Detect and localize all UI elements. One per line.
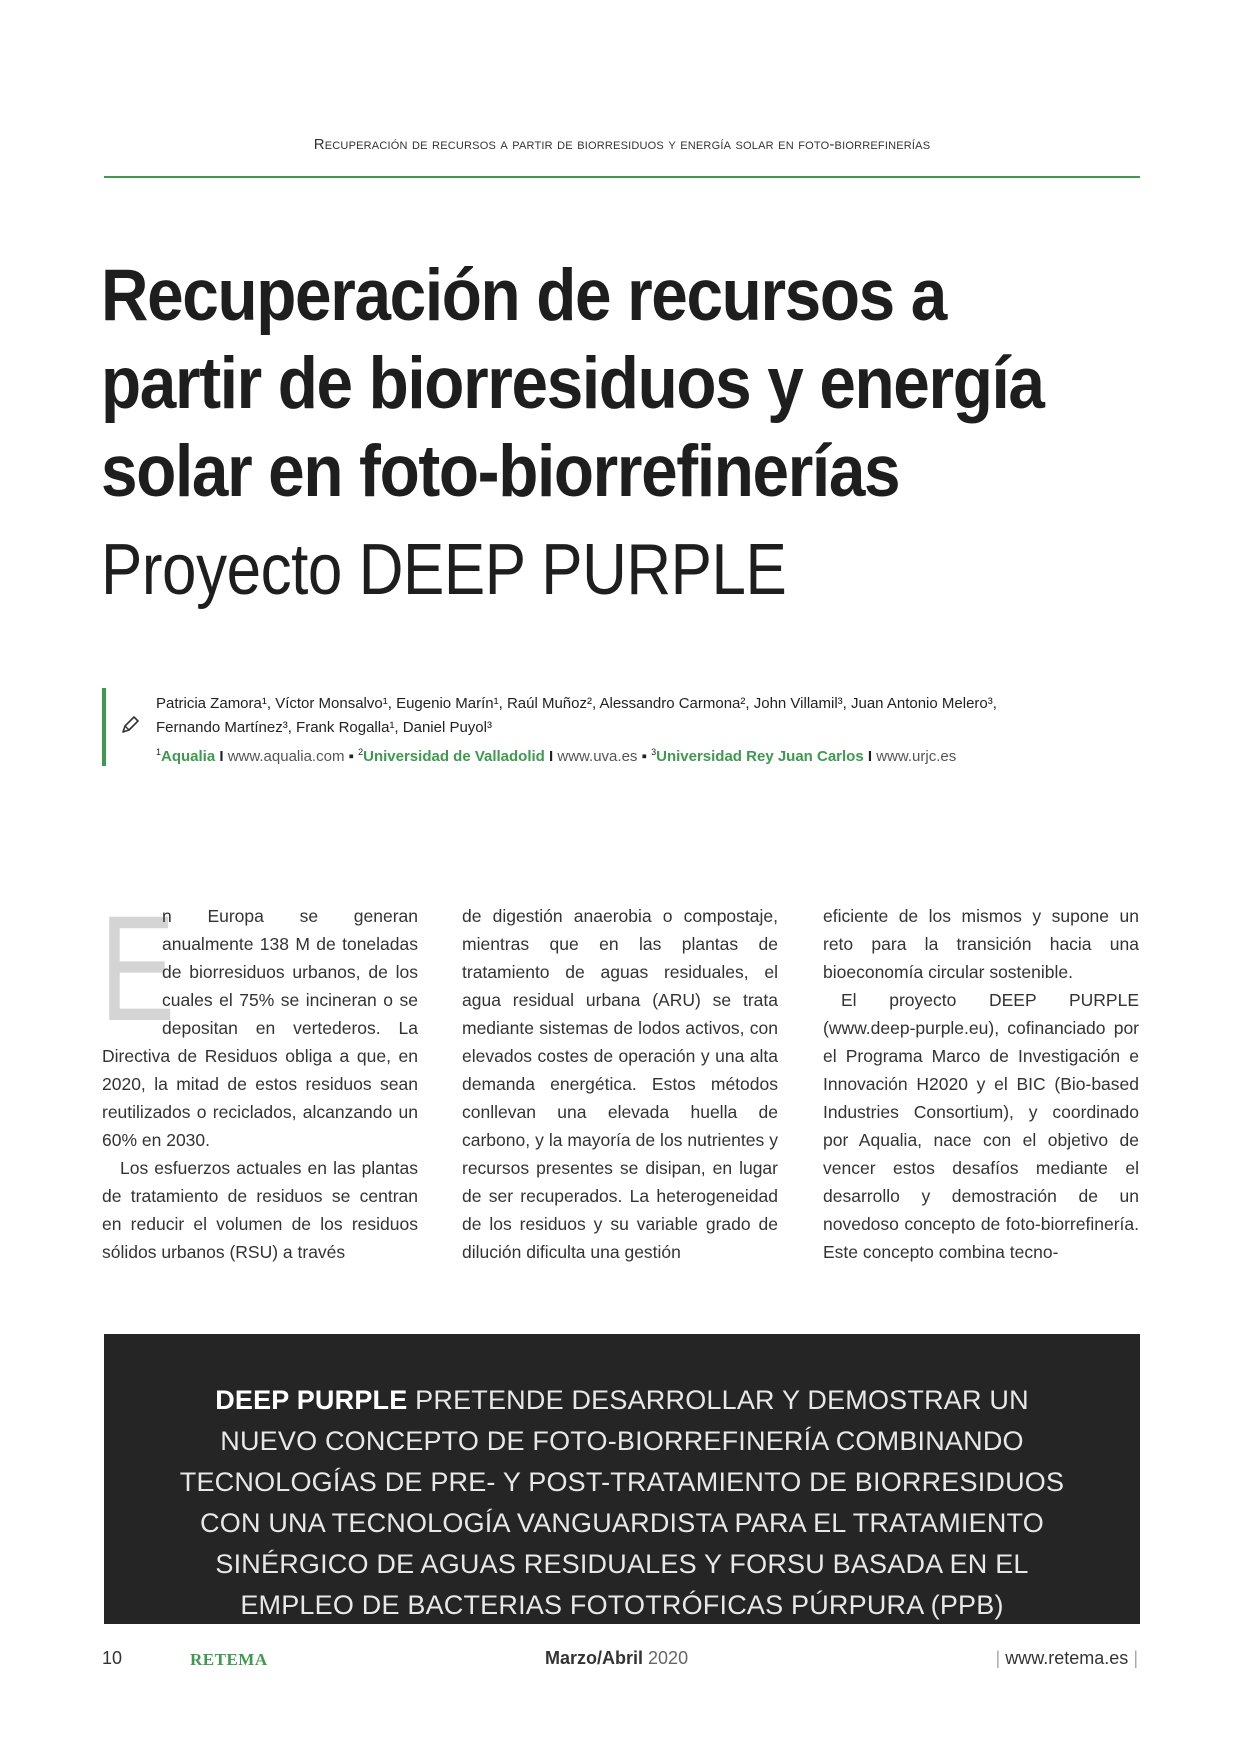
affiliation-1-url[interactable]: www.aqualia.com xyxy=(227,748,345,765)
pen-icon xyxy=(120,715,140,735)
paragraph-text: n Europa se generan anualmente 138 M de toneladas de biorresiduos urbanos, de los cuales el 75% se incineran o se depositan en vertederos. La Directiva de Residuos obliga a que, en 2020, la mitad de estos residuos sean reutilizados o reciclados, alcanzando un 60% en 2030. xyxy=(102,906,418,1150)
bullet: ▪ xyxy=(348,748,354,765)
body-column-3 xyxy=(823,902,1139,1266)
running-header xyxy=(104,136,1140,153)
separator: I xyxy=(549,748,554,765)
pull-quote-box xyxy=(104,1334,1140,1624)
footer-website xyxy=(996,1648,1138,1669)
magazine-logo: RETEMA xyxy=(190,1650,268,1669)
affiliation-1-mark: 1 xyxy=(156,747,162,757)
article-title: Recuperación de recursos a partir de biorresiduos y energía solar en foto-biorrefinerías xyxy=(101,255,1044,512)
authors-accent-bar xyxy=(102,688,106,766)
issue-month: Marzo/Abril xyxy=(545,1648,644,1668)
body-column-2 xyxy=(462,902,778,1266)
paragraph: Los esfuerzos actuales en las plantas de tratamiento de residuos se centran en reducir el volumen de los residuos sólidos urbanos (RSU) a través xyxy=(102,1158,418,1262)
issue-date xyxy=(545,1648,688,1669)
header-divider xyxy=(104,176,1140,178)
pull-quote-text: PRETENDE DESARROLLAR Y DEMOSTRAR UN NUEVO CONCEPTO DE FOTO-BIORREFINERÍA COMBINANDO TECNOLOGÍAS DE PRE- Y POST-TRATAMIENTO DE BIORRESIDUOS CON UNA TECNOLOGÍA VANGUARDISTA PARA EL TRATAMIENTO SINÉRGICO DE AGUAS RESIDUALES Y FORSU BASADA EN EL EMPLEO DE BACTERIAS FOTOTRÓFICAS PÚRPURA (PPB) xyxy=(179,1385,1065,1620)
article-subtitle: Proyecto DEEP PURPLE xyxy=(101,530,787,610)
affiliations xyxy=(156,740,1116,769)
affiliation-3-org: Universidad Rey Juan Carlos xyxy=(656,748,864,765)
affiliation-2-org: Universidad de Valladolid xyxy=(363,748,545,765)
affiliation-2-mark: 2 xyxy=(358,747,364,757)
authors-line-1: Patricia Zamora¹, Víctor Monsalvo¹, Eugenio Marín¹, Raúl Muñoz², Alessandro Carmona², John Villamil³, Juan Antonio Melero³, xyxy=(156,695,997,712)
affiliation-2-url[interactable]: www.uva.es xyxy=(557,748,638,765)
affiliation-3-url[interactable]: www.urjc.es xyxy=(876,748,957,765)
affiliation-1-org: Aqualia xyxy=(161,748,216,765)
page-number: 10 xyxy=(102,1648,123,1668)
separator: I xyxy=(219,748,224,765)
drop-cap-spacer xyxy=(100,884,176,1052)
running-header-text: Recuperación de recursos a partir de biorresiduos y energía solar en foto-biorrefinerías xyxy=(313,136,931,153)
paragraph: eficiente de los mismos y supone un reto para la transición hacia una bioeconomía circular sostenible. xyxy=(823,906,1139,982)
affiliation-3-mark: 3 xyxy=(651,747,657,757)
body-column-1 xyxy=(100,884,418,1266)
separator: | xyxy=(1133,1648,1138,1668)
paragraph: de digestión anaerobia o compostaje, mientras que en las plantas de tratamiento de aguas residuales, el agua residual urbana (ARU) se trata mediante sistemas de lodos activos, con elevados costes de operación y una alta demanda energética. Estos métodos conllevan una elevada huella de carbono, y la mayoría de los nutrientes y recursos presentes se disipan, en lugar de ser recuperados. La heterogeneidad de los residuos y su variable grado de dilución dificulta una gestión xyxy=(462,906,778,1262)
authors-block xyxy=(156,692,1116,769)
separator: | xyxy=(995,1648,1001,1668)
website-link[interactable]: www.retema.es xyxy=(1005,1648,1129,1668)
bullet: ▪ xyxy=(641,748,647,765)
paragraph: El proyecto DEEP PURPLE (www.deep-purple.eu), cofinanciado por el Programa Marco de Investigación e Innovación H2020 y el BIC (Bio-based Industries Consortium), y coordinado por Aqualia, nace con el objetivo de vencer estos desafíos mediante el desarrollo y demostración de un novedoso concepto de foto-biorrefinería. Este concepto combina tecno- xyxy=(823,990,1139,1262)
authors-line-2: Fernando Martínez³, Frank Rogalla¹, Daniel Puyol³ xyxy=(156,719,492,736)
separator: I xyxy=(867,748,873,765)
issue-year: 2020 xyxy=(648,1648,689,1668)
drop-cap: E xyxy=(100,884,176,1052)
pull-quote-lead: DEEP PURPLE xyxy=(215,1385,408,1415)
paragraph xyxy=(100,884,418,1154)
